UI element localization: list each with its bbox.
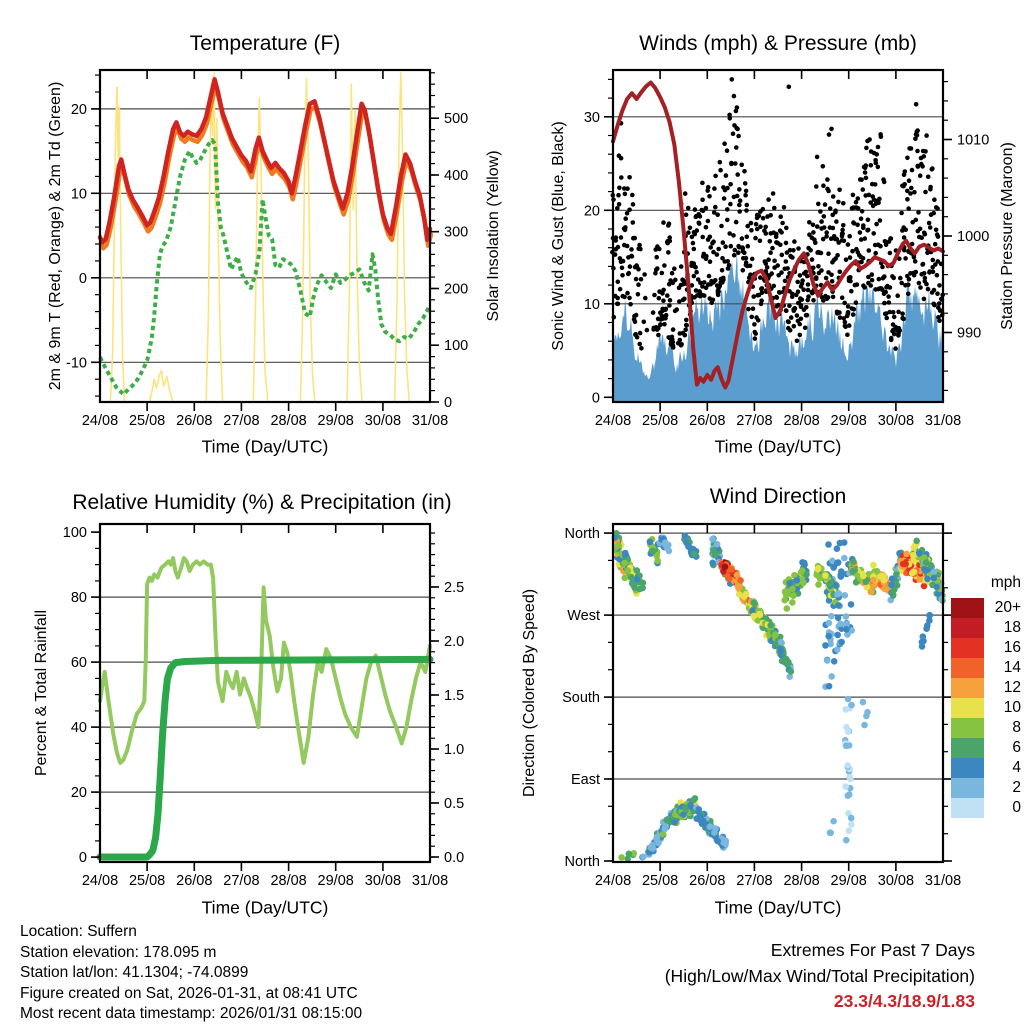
footer-location: Location: Suffern: [20, 923, 137, 940]
extremes-subtitle: (High/Low/Max Wind/Total Precipitation): [664, 965, 975, 986]
y-axis-label-percent-rain: Percent & Total Rainfall: [33, 609, 50, 777]
y-tick-label-right: 1010: [957, 132, 990, 149]
colorbar-tick-label: 20+: [994, 599, 1021, 616]
y-tick-label: 60: [70, 655, 87, 672]
x-tick-label: 31/08: [924, 873, 962, 889]
temperature-plot: [66, 70, 468, 429]
x-tick-label: 29/08: [317, 413, 354, 429]
wind_direction-plot: [562, 524, 961, 889]
y-tick-label: 0: [78, 270, 87, 287]
panel-title-temperature: Temperature (F): [189, 32, 341, 55]
colorbar-tick-label: 10: [1003, 699, 1021, 716]
y-tick-label-right: 2.0: [444, 634, 465, 650]
colorbar-unit-label: mph: [990, 574, 1021, 591]
footer-elevation: Station elevation: 178.095 m: [20, 943, 217, 961]
x-tick-label: 27/08: [223, 873, 260, 889]
x-axis-label-rh-precip: Time (Day/UTC): [201, 897, 329, 918]
x-tick-label: 25/08: [128, 413, 166, 429]
x-tick-label: 29/08: [317, 873, 354, 889]
colorbar-tick-label: 16: [1003, 639, 1021, 656]
y-axis-label-wind: Sonic Wind & Gust (Blue, Black): [550, 121, 567, 351]
y-axis-label-temperature: 2m & 9m T (Red, Orange) & 2m Td (Green): [47, 81, 64, 391]
y-tick-label: 20: [70, 101, 87, 118]
y-tick-label-right: 200: [444, 281, 469, 298]
extremes-title: Extremes For Past 7 Days: [770, 940, 975, 960]
x-tick-label: 24/08: [81, 413, 119, 429]
y-tick-label: North: [564, 854, 600, 870]
y-tick-label: East: [570, 772, 600, 788]
y-tick-label: -10: [66, 355, 87, 372]
colorbar-tick-label: 12: [1003, 679, 1021, 696]
x-axis-label-winds-pressure: Time (Day/UTC): [714, 436, 842, 457]
x-tick-label: 31/08: [411, 413, 449, 429]
total_rainfall-line: [100, 659, 430, 857]
y-tick-label: 20: [583, 203, 600, 220]
extremes-summary: [665, 938, 975, 1015]
y-tick-label-right: 1.5: [444, 688, 465, 704]
x-tick-label: 24/08: [81, 873, 119, 889]
x-tick-label: 28/08: [783, 873, 820, 889]
y-tick-label-right: 100: [444, 338, 469, 355]
x-tick-label: 27/08: [736, 413, 773, 429]
y-tick-label: 0: [591, 390, 600, 407]
x-tick-label: 28/08: [783, 413, 820, 429]
panel-title-wind-direction: Wind Direction: [709, 485, 847, 508]
colorbar-tick-label: 8: [1012, 719, 1021, 736]
x-tick-label: 26/08: [176, 873, 213, 889]
x-tick-label: 30/08: [364, 873, 402, 889]
x-tick-label: 25/08: [128, 873, 166, 889]
panel-title-rh-precip: Relative Humidity (%) & Precipitation (in): [72, 491, 452, 514]
y-tick-label: 80: [70, 590, 87, 607]
winds_pressure-plot: [584, 70, 989, 429]
y-tick-label-right: 1.0: [444, 742, 465, 758]
x-tick-label: 27/08: [736, 873, 773, 889]
footer-timestamp: Most recent data timestamp: 2026/01/31 08:15:00: [20, 1005, 363, 1022]
plot-frame: [100, 524, 430, 862]
colorbar-tick-label: 4: [1012, 759, 1021, 776]
x-tick-label: 28/08: [270, 413, 307, 429]
y-tick-label: 40: [70, 720, 87, 737]
y-tick-label-right: 400: [444, 168, 469, 184]
y-tick-label: 30: [583, 109, 600, 126]
x-axis-label-wind-direction: Time (Day/UTC): [714, 897, 842, 918]
x-tick-label: 26/08: [176, 413, 213, 429]
x-tick-label: 26/08: [689, 413, 726, 429]
y-tick-label-right: 0.0: [444, 850, 465, 866]
x-tick-label: 30/08: [364, 413, 402, 429]
rh_precip-plot: [63, 524, 464, 889]
x-tick-label: 25/08: [641, 873, 679, 889]
x-tick-label: 25/08: [641, 413, 679, 429]
y-tick-label: North: [564, 526, 600, 543]
extremes-values: 23.3/4.3/18.9/1.83: [833, 991, 975, 1011]
panel-title-winds-pressure: Winds (mph) & Pressure (mb): [639, 32, 917, 55]
y-tick-label: South: [562, 690, 600, 707]
colorbar-tick-label: 2: [1012, 779, 1021, 796]
colorbar-tick-label: 14: [1003, 659, 1021, 676]
y-tick-label: 10: [583, 296, 600, 313]
x-tick-label: 29/08: [830, 873, 867, 889]
footer-latlon: Station lat/lon: 41.1304; -74.0899: [20, 964, 249, 981]
y-tick-label-right: 0.5: [444, 796, 465, 812]
y-tick-label: 100: [62, 525, 87, 542]
x-tick-label: 28/08: [270, 873, 307, 889]
y-tick-label-right: 2.5: [444, 580, 465, 596]
footer-created: Figure created on Sat, 2026-01-31, at 08:41 UTC: [20, 984, 358, 1002]
y-axis-label-solar: Solar Insolation (Yellow): [485, 150, 502, 322]
y-tick-label: 20: [70, 785, 87, 802]
y-tick-label-right: 990: [957, 325, 982, 342]
x-tick-label: 24/08: [594, 413, 632, 429]
station-info-block: [20, 922, 362, 1025]
y-tick-label-right: 0: [444, 395, 453, 411]
y-tick-label-right: 500: [444, 111, 469, 128]
x-tick-label: 27/08: [223, 413, 260, 429]
y-tick-label-right: 1000: [957, 229, 990, 245]
wind-direction-dots: [612, 530, 946, 862]
x-tick-label: 30/08: [877, 413, 915, 429]
x-tick-label: 31/08: [411, 873, 449, 889]
x-axis-label-temperature: Time (Day/UTC): [201, 436, 329, 457]
x-tick-label: 30/08: [877, 873, 915, 889]
y-tick-label: 10: [70, 186, 87, 203]
x-tick-label: 29/08: [830, 413, 867, 429]
colorbar-tick-label: 0: [1012, 799, 1021, 816]
gust-dots: [610, 77, 945, 351]
colorbar-tick-label: 18: [1003, 619, 1021, 636]
x-tick-label: 31/08: [924, 413, 962, 429]
colorbar-tick-label: 6: [1012, 739, 1021, 756]
y-axis-label-pressure: Station Pressure (Maroon): [999, 142, 1016, 330]
x-tick-label: 26/08: [689, 873, 726, 889]
x-tick-label: 24/08: [594, 873, 632, 889]
y-tick-label: 0: [78, 850, 87, 867]
y-tick-label: West: [567, 608, 600, 625]
y-tick-label-right: 300: [444, 224, 469, 241]
y-axis-label-wind-direction: Direction (Colored By Speed): [521, 588, 538, 798]
